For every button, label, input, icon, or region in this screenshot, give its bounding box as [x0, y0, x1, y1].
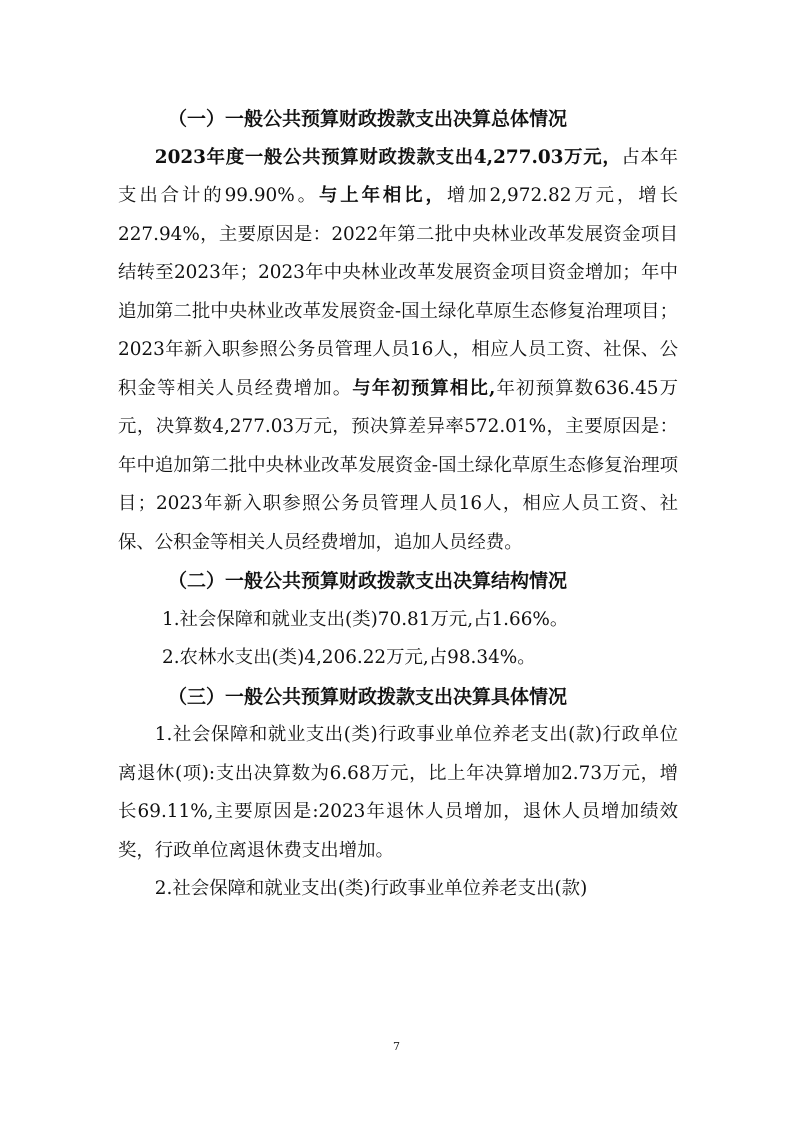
section-3-item-1: 1.社会保障和就业支出(类)行政事业单位养老支出(款)行政单位离退休(项):支出决算数为6.68万元，比上年决算增加2.73万元，增长69.11%,主要原因是:2023年退休人员增加，退休人员增加绩效奖，行政单位离退休费支出增加。	[118, 724, 678, 861]
share-of-total-text: 占本年支出合计的99.90%。	[118, 146, 678, 206]
page-number: 7	[393, 1040, 400, 1053]
budget-comparison-text: 年初预算数636.45万元，决算数4,277.03万元，预决算差异率572.01%，主要原因是：年中追加第二批中央林业改革发展资金-国土绿化草原生态修复治理项目；2023年新入职参照公务员管理人员16人，相应人员工资、社保、公积金等相关人员经费增加，追加人员经费。	[118, 377, 678, 553]
total-expenditure-statement: 2023年度一般公共预算财政拨款支出4,277.03万元，	[154, 146, 622, 168]
budget-comparison-label: 与年初预算相比,	[352, 377, 496, 399]
section-3-heading: （三）一般公共预算财政拨款支出决算具体情况	[168, 685, 568, 708]
year-over-year-text: 增加2,972.82万元，增长227.94%，主要原因是：2022年第二批中央林业改革发展资金项目结转至2023年；2023年中央林业改革发展资金项目资金增加；年中追加第二批中央林业改革发展资金-国土绿化草原生态修复治理项目；2023年新入职参照公务员管理人员16人，相应人员工资、社保、公积金等相关人员经费增加。	[118, 185, 678, 399]
section-3-item-2: 2.社会保障和就业支出(类)行政事业单位养老支出(款)	[154, 878, 588, 899]
section-2-item-1: 1.社会保障和就业支出(类)70.81万元,占1.66%。	[162, 608, 569, 630]
section-1-heading: （一）一般公共预算财政拨款支出决算总体情况	[168, 108, 568, 130]
section-2-heading: （二）一般公共预算财政拨款支出决算结构情况	[168, 570, 568, 592]
year-over-year-label: 与上年相比，	[318, 185, 447, 206]
section-1-paragraph	[118, 139, 678, 563]
document-body	[118, 100, 678, 909]
section-2-item-2: 2.农林水支出(类)4,206.22万元,占98.34%。	[162, 647, 536, 668]
